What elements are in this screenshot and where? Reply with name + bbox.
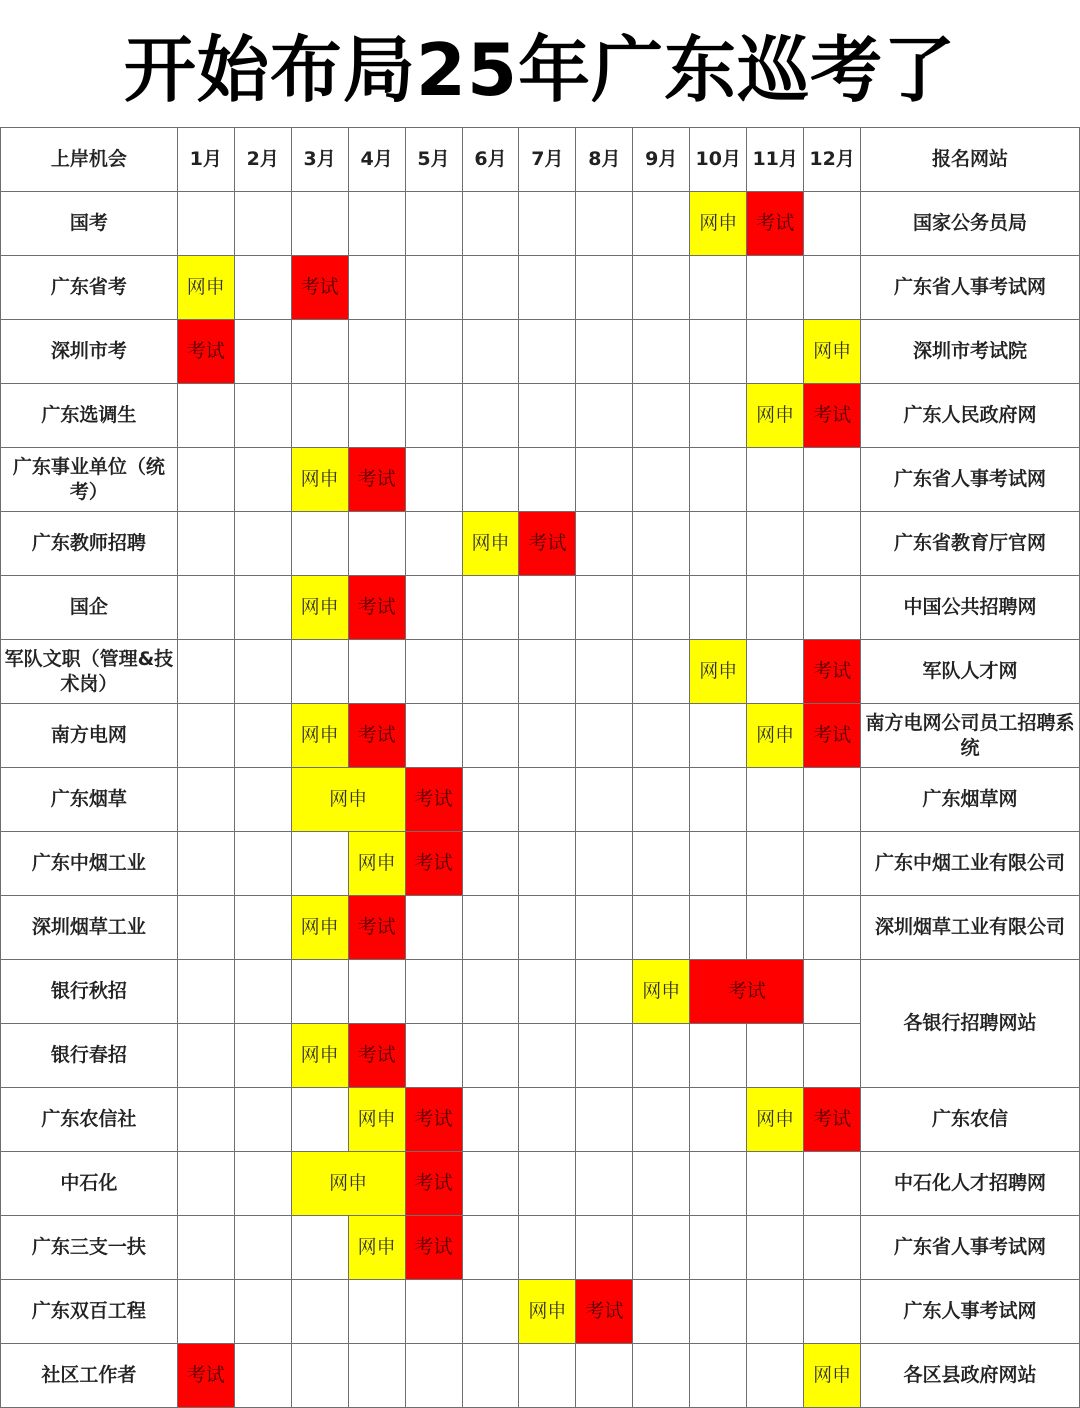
empty-cell bbox=[804, 768, 861, 832]
empty-cell bbox=[348, 960, 405, 1024]
exam-cell: 考试 bbox=[405, 1152, 462, 1216]
empty-cell bbox=[747, 896, 804, 960]
empty-cell bbox=[462, 1344, 519, 1408]
empty-cell bbox=[234, 1344, 291, 1408]
empty-cell bbox=[177, 1216, 234, 1280]
row-website: 国家公务员局 bbox=[861, 192, 1080, 256]
empty-cell bbox=[519, 1344, 576, 1408]
page-title: 开始布局25年广东巡考了 bbox=[123, 27, 957, 112]
empty-cell bbox=[576, 768, 633, 832]
empty-cell bbox=[690, 768, 747, 832]
empty-cell bbox=[291, 1216, 348, 1280]
empty-cell bbox=[690, 384, 747, 448]
empty-cell bbox=[462, 704, 519, 768]
row-category: 广东教师招聘 bbox=[1, 512, 178, 576]
empty-cell bbox=[804, 1024, 861, 1088]
empty-cell bbox=[405, 896, 462, 960]
table-row bbox=[1, 1216, 1080, 1280]
exam-cell: 考试 bbox=[405, 832, 462, 896]
empty-cell bbox=[405, 1280, 462, 1344]
table-row bbox=[1, 1152, 1080, 1216]
empty-cell bbox=[234, 384, 291, 448]
empty-cell bbox=[747, 1280, 804, 1344]
row-website: 深圳市考试院 bbox=[861, 320, 1080, 384]
empty-cell bbox=[804, 832, 861, 896]
empty-cell bbox=[576, 640, 633, 704]
empty-cell bbox=[462, 640, 519, 704]
empty-cell bbox=[690, 1152, 747, 1216]
apply-cell: 网申 bbox=[747, 384, 804, 448]
empty-cell bbox=[234, 256, 291, 320]
row-website: 中国公共招聘网 bbox=[861, 576, 1080, 640]
empty-cell bbox=[633, 640, 690, 704]
empty-cell bbox=[348, 640, 405, 704]
table-row bbox=[1, 320, 1080, 384]
empty-cell bbox=[690, 1088, 747, 1152]
empty-cell bbox=[747, 1344, 804, 1408]
empty-cell bbox=[519, 448, 576, 512]
empty-cell bbox=[576, 192, 633, 256]
empty-cell bbox=[177, 384, 234, 448]
table-row bbox=[1, 832, 1080, 896]
empty-cell bbox=[576, 1344, 633, 1408]
apply-cell: 网申 bbox=[690, 192, 747, 256]
empty-cell bbox=[690, 1216, 747, 1280]
exam-cell: 考试 bbox=[405, 768, 462, 832]
row-category: 银行春招 bbox=[1, 1024, 178, 1088]
empty-cell bbox=[633, 896, 690, 960]
empty-cell bbox=[519, 1216, 576, 1280]
empty-cell bbox=[462, 320, 519, 384]
row-category: 深圳市考 bbox=[1, 320, 178, 384]
empty-cell bbox=[234, 640, 291, 704]
empty-cell bbox=[633, 192, 690, 256]
apply-cell: 网申 bbox=[519, 1280, 576, 1344]
row-category: 南方电网 bbox=[1, 704, 178, 768]
empty-cell bbox=[234, 576, 291, 640]
exam-cell: 考试 bbox=[576, 1280, 633, 1344]
empty-cell bbox=[462, 384, 519, 448]
row-category: 军队文职（管理&技术岗） bbox=[1, 640, 178, 704]
exam-cell: 考试 bbox=[291, 256, 348, 320]
exam-cell: 考试 bbox=[348, 896, 405, 960]
empty-cell bbox=[690, 1280, 747, 1344]
apply-cell: 网申 bbox=[291, 576, 348, 640]
empty-cell bbox=[462, 192, 519, 256]
header-month: 5月 bbox=[405, 128, 462, 192]
empty-cell bbox=[519, 960, 576, 1024]
row-website: 深圳烟草工业有限公司 bbox=[861, 896, 1080, 960]
empty-cell bbox=[177, 704, 234, 768]
row-website: 各区县政府网站 bbox=[861, 1344, 1080, 1408]
empty-cell bbox=[633, 576, 690, 640]
row-website: 中石化人才招聘网 bbox=[861, 1152, 1080, 1216]
empty-cell bbox=[519, 896, 576, 960]
exam-cell: 考试 bbox=[747, 192, 804, 256]
empty-cell bbox=[633, 384, 690, 448]
empty-cell bbox=[519, 1088, 576, 1152]
empty-cell bbox=[462, 1152, 519, 1216]
table-row bbox=[1, 896, 1080, 960]
empty-cell bbox=[633, 320, 690, 384]
empty-cell bbox=[519, 320, 576, 384]
row-website: 南方电网公司员工招聘系统 bbox=[861, 704, 1080, 768]
exam-cell: 考试 bbox=[177, 1344, 234, 1408]
row-website: 广东省人事考试网 bbox=[861, 256, 1080, 320]
apply-cell: 网申 bbox=[804, 320, 861, 384]
row-category: 银行秋招 bbox=[1, 960, 178, 1024]
empty-cell bbox=[405, 512, 462, 576]
empty-cell bbox=[633, 1152, 690, 1216]
apply-cell: 网申 bbox=[690, 640, 747, 704]
empty-cell bbox=[804, 1152, 861, 1216]
empty-cell bbox=[747, 320, 804, 384]
empty-cell bbox=[633, 768, 690, 832]
exam-cell: 考试 bbox=[348, 448, 405, 512]
empty-cell bbox=[576, 256, 633, 320]
empty-cell bbox=[234, 1152, 291, 1216]
empty-cell bbox=[348, 192, 405, 256]
empty-cell bbox=[690, 576, 747, 640]
empty-cell bbox=[804, 192, 861, 256]
table-row bbox=[1, 704, 1080, 768]
empty-cell bbox=[348, 256, 405, 320]
exam-cell: 考试 bbox=[519, 512, 576, 576]
row-website: 广东省人事考试网 bbox=[861, 448, 1080, 512]
exam-cell: 考试 bbox=[804, 640, 861, 704]
empty-cell bbox=[177, 640, 234, 704]
empty-cell bbox=[177, 960, 234, 1024]
header-month: 3月 bbox=[291, 128, 348, 192]
empty-cell bbox=[633, 1280, 690, 1344]
empty-cell bbox=[234, 1024, 291, 1088]
empty-cell bbox=[576, 896, 633, 960]
empty-cell bbox=[519, 832, 576, 896]
exam-cell: 考试 bbox=[348, 1024, 405, 1088]
schedule-body bbox=[1, 192, 1080, 1408]
row-category: 广东三支一扶 bbox=[1, 1216, 178, 1280]
empty-cell bbox=[462, 576, 519, 640]
empty-cell bbox=[291, 960, 348, 1024]
empty-cell bbox=[462, 960, 519, 1024]
row-website: 广东烟草网 bbox=[861, 768, 1080, 832]
exam-cell: 考试 bbox=[804, 704, 861, 768]
header-month: 4月 bbox=[348, 128, 405, 192]
apply-cell: 网申 bbox=[747, 704, 804, 768]
empty-cell bbox=[462, 768, 519, 832]
empty-cell bbox=[576, 832, 633, 896]
row-website: 广东中烟工业有限公司 bbox=[861, 832, 1080, 896]
empty-cell bbox=[690, 896, 747, 960]
empty-cell bbox=[177, 896, 234, 960]
empty-cell bbox=[633, 832, 690, 896]
apply-cell: 网申 bbox=[348, 1216, 405, 1280]
empty-cell bbox=[234, 960, 291, 1024]
empty-cell bbox=[234, 1216, 291, 1280]
empty-cell bbox=[462, 832, 519, 896]
empty-cell bbox=[747, 448, 804, 512]
empty-cell bbox=[405, 1024, 462, 1088]
empty-cell bbox=[804, 1216, 861, 1280]
empty-cell bbox=[633, 512, 690, 576]
header-month: 7月 bbox=[519, 128, 576, 192]
empty-cell bbox=[633, 1216, 690, 1280]
row-website: 广东省人事考试网 bbox=[861, 1216, 1080, 1280]
empty-cell bbox=[462, 256, 519, 320]
empty-cell bbox=[576, 1088, 633, 1152]
empty-cell bbox=[234, 448, 291, 512]
row-category: 广东省考 bbox=[1, 256, 178, 320]
empty-cell bbox=[747, 768, 804, 832]
empty-cell bbox=[690, 256, 747, 320]
empty-cell bbox=[234, 832, 291, 896]
empty-cell bbox=[348, 384, 405, 448]
empty-cell bbox=[804, 512, 861, 576]
empty-cell bbox=[576, 448, 633, 512]
empty-cell bbox=[690, 448, 747, 512]
row-category: 社区工作者 bbox=[1, 1344, 178, 1408]
empty-cell bbox=[177, 448, 234, 512]
empty-cell bbox=[576, 1024, 633, 1088]
apply-cell: 网申 bbox=[291, 448, 348, 512]
empty-cell bbox=[405, 576, 462, 640]
row-website: 广东人事考试网 bbox=[861, 1280, 1080, 1344]
empty-cell bbox=[519, 576, 576, 640]
empty-cell bbox=[462, 896, 519, 960]
header-category: 上岸机会 bbox=[1, 128, 178, 192]
empty-cell bbox=[633, 1344, 690, 1408]
empty-cell bbox=[348, 1344, 405, 1408]
table-row bbox=[1, 1280, 1080, 1344]
exam-cell: 考试 bbox=[804, 1088, 861, 1152]
apply-cell: 网申 bbox=[291, 768, 405, 832]
empty-cell bbox=[177, 512, 234, 576]
row-website: 广东农信 bbox=[861, 1088, 1080, 1152]
empty-cell bbox=[804, 1280, 861, 1344]
empty-cell bbox=[405, 448, 462, 512]
empty-cell bbox=[405, 256, 462, 320]
empty-cell bbox=[690, 1024, 747, 1088]
empty-cell bbox=[576, 960, 633, 1024]
header-month: 12月 bbox=[804, 128, 861, 192]
empty-cell bbox=[177, 1024, 234, 1088]
exam-cell: 考试 bbox=[348, 576, 405, 640]
empty-cell bbox=[576, 1152, 633, 1216]
empty-cell bbox=[291, 832, 348, 896]
apply-cell: 网申 bbox=[291, 704, 348, 768]
empty-cell bbox=[291, 192, 348, 256]
empty-cell bbox=[291, 640, 348, 704]
empty-cell bbox=[291, 384, 348, 448]
empty-cell bbox=[633, 1024, 690, 1088]
row-website: 各银行招聘网站 bbox=[861, 960, 1080, 1088]
empty-cell bbox=[690, 832, 747, 896]
row-category: 广东选调生 bbox=[1, 384, 178, 448]
empty-cell bbox=[177, 1088, 234, 1152]
exam-cell: 考试 bbox=[177, 320, 234, 384]
empty-cell bbox=[690, 704, 747, 768]
empty-cell bbox=[576, 512, 633, 576]
empty-cell bbox=[519, 192, 576, 256]
empty-cell bbox=[576, 576, 633, 640]
empty-cell bbox=[177, 768, 234, 832]
header-month: 8月 bbox=[576, 128, 633, 192]
empty-cell bbox=[177, 1152, 234, 1216]
header-month: 9月 bbox=[633, 128, 690, 192]
empty-cell bbox=[405, 192, 462, 256]
empty-cell bbox=[348, 1280, 405, 1344]
empty-cell bbox=[690, 512, 747, 576]
empty-cell bbox=[576, 704, 633, 768]
empty-cell bbox=[804, 960, 861, 1024]
empty-cell bbox=[462, 1280, 519, 1344]
table-row bbox=[1, 192, 1080, 256]
empty-cell bbox=[519, 768, 576, 832]
empty-cell bbox=[405, 384, 462, 448]
empty-cell bbox=[462, 448, 519, 512]
table-row bbox=[1, 448, 1080, 512]
empty-cell bbox=[633, 1088, 690, 1152]
empty-cell bbox=[234, 192, 291, 256]
apply-cell: 网申 bbox=[462, 512, 519, 576]
empty-cell bbox=[747, 256, 804, 320]
row-category: 广东中烟工业 bbox=[1, 832, 178, 896]
empty-cell bbox=[804, 896, 861, 960]
schedule-table bbox=[0, 127, 1080, 1408]
empty-cell bbox=[519, 1152, 576, 1216]
row-category: 广东事业单位（统考） bbox=[1, 448, 178, 512]
apply-cell: 网申 bbox=[348, 832, 405, 896]
empty-cell bbox=[291, 1280, 348, 1344]
empty-cell bbox=[291, 320, 348, 384]
empty-cell bbox=[234, 320, 291, 384]
empty-cell bbox=[177, 576, 234, 640]
empty-cell bbox=[291, 1344, 348, 1408]
empty-cell bbox=[405, 640, 462, 704]
header-month: 6月 bbox=[462, 128, 519, 192]
row-category: 广东双百工程 bbox=[1, 1280, 178, 1344]
empty-cell bbox=[576, 384, 633, 448]
empty-cell bbox=[633, 256, 690, 320]
row-website: 广东人民政府网 bbox=[861, 384, 1080, 448]
table-row bbox=[1, 1088, 1080, 1152]
row-category: 广东农信社 bbox=[1, 1088, 178, 1152]
empty-cell bbox=[747, 1024, 804, 1088]
empty-cell bbox=[405, 704, 462, 768]
row-category: 中石化 bbox=[1, 1152, 178, 1216]
empty-cell bbox=[291, 1088, 348, 1152]
apply-cell: 网申 bbox=[291, 1152, 405, 1216]
table-row bbox=[1, 640, 1080, 704]
empty-cell bbox=[747, 1152, 804, 1216]
empty-cell bbox=[519, 1024, 576, 1088]
exam-cell: 考试 bbox=[804, 384, 861, 448]
empty-cell bbox=[519, 640, 576, 704]
empty-cell bbox=[348, 512, 405, 576]
empty-cell bbox=[633, 448, 690, 512]
apply-cell: 网申 bbox=[633, 960, 690, 1024]
exam-cell: 考试 bbox=[405, 1216, 462, 1280]
exam-cell: 考试 bbox=[405, 1088, 462, 1152]
apply-cell: 网申 bbox=[177, 256, 234, 320]
table-row bbox=[1, 1344, 1080, 1408]
empty-cell bbox=[291, 512, 348, 576]
apply-cell: 网申 bbox=[804, 1344, 861, 1408]
row-category: 国企 bbox=[1, 576, 178, 640]
empty-cell bbox=[747, 1216, 804, 1280]
empty-cell bbox=[405, 960, 462, 1024]
empty-cell bbox=[690, 1344, 747, 1408]
empty-cell bbox=[234, 768, 291, 832]
row-category: 深圳烟草工业 bbox=[1, 896, 178, 960]
exam-cell: 考试 bbox=[348, 704, 405, 768]
empty-cell bbox=[804, 576, 861, 640]
empty-cell bbox=[747, 832, 804, 896]
empty-cell bbox=[462, 1088, 519, 1152]
empty-cell bbox=[348, 320, 405, 384]
empty-cell bbox=[177, 192, 234, 256]
empty-cell bbox=[747, 576, 804, 640]
empty-cell bbox=[405, 320, 462, 384]
empty-cell bbox=[576, 1216, 633, 1280]
empty-cell bbox=[177, 832, 234, 896]
header-month: 10月 bbox=[690, 128, 747, 192]
header-month: 2月 bbox=[234, 128, 291, 192]
empty-cell bbox=[462, 1216, 519, 1280]
empty-cell bbox=[519, 256, 576, 320]
header-month: 11月 bbox=[747, 128, 804, 192]
apply-cell: 网申 bbox=[747, 1088, 804, 1152]
empty-cell bbox=[234, 512, 291, 576]
empty-cell bbox=[519, 384, 576, 448]
empty-cell bbox=[519, 704, 576, 768]
row-category: 广东烟草 bbox=[1, 768, 178, 832]
header-website: 报名网站 bbox=[861, 128, 1080, 192]
empty-cell bbox=[633, 704, 690, 768]
empty-cell bbox=[234, 896, 291, 960]
exam-cell: 考试 bbox=[690, 960, 804, 1024]
row-category: 国考 bbox=[1, 192, 178, 256]
empty-cell bbox=[804, 256, 861, 320]
empty-cell bbox=[234, 1280, 291, 1344]
empty-cell bbox=[747, 512, 804, 576]
empty-cell bbox=[177, 1280, 234, 1344]
header-row bbox=[1, 128, 1080, 192]
table-row bbox=[1, 960, 1080, 1024]
empty-cell bbox=[576, 320, 633, 384]
table-row bbox=[1, 384, 1080, 448]
empty-cell bbox=[804, 448, 861, 512]
apply-cell: 网申 bbox=[348, 1088, 405, 1152]
row-website: 广东省教育厅官网 bbox=[861, 512, 1080, 576]
header-month: 1月 bbox=[177, 128, 234, 192]
row-website: 军队人才网 bbox=[861, 640, 1080, 704]
table-row bbox=[1, 512, 1080, 576]
empty-cell bbox=[747, 640, 804, 704]
apply-cell: 网申 bbox=[291, 1024, 348, 1088]
table-row bbox=[1, 256, 1080, 320]
empty-cell bbox=[690, 320, 747, 384]
empty-cell bbox=[462, 1024, 519, 1088]
empty-cell bbox=[234, 704, 291, 768]
table-row bbox=[1, 576, 1080, 640]
table-row bbox=[1, 768, 1080, 832]
apply-cell: 网申 bbox=[291, 896, 348, 960]
empty-cell bbox=[405, 1344, 462, 1408]
empty-cell bbox=[234, 1088, 291, 1152]
